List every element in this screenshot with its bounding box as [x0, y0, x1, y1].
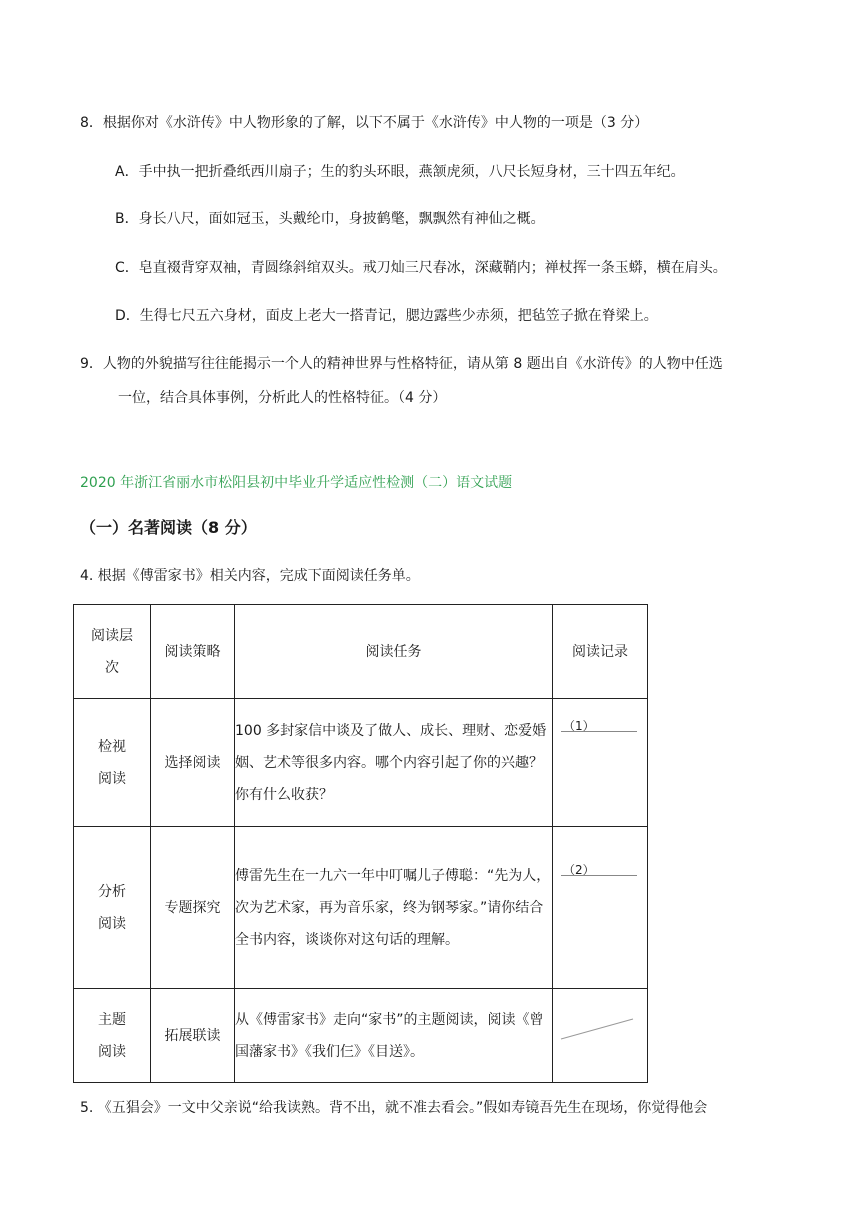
question-9-line-1: 9．人物的外貌描写往往能揭示一个人的精神世界与性格特征，请从第 8 题出自《水浒传》的人物中任选 — [80, 356, 723, 372]
question-5-stem: 5. 《五猖会》一文中父亲说“给我读熟。背不出，就不准去看会。”假如寿镜吾先生在现场，你觉得他会 — [80, 1100, 708, 1116]
question-8-option-c: C．皂直裰背穿双袖，青圆绦斜绾双头。戒刀灿三尺春冰，深藏鞘内；禅杖挥一条玉蟒，横在肩头。 — [115, 260, 727, 276]
row-1-level: 检视阅读 — [74, 699, 151, 827]
row-2-task: 傅雷先生在一九六一年中叮嘱儿子傅聪：“先为人，次为艺术家，再为音乐家，终为钢琴家。”请你结合全书内容，谈谈你对这句话的理解。 — [235, 827, 553, 989]
row-3-record — [553, 989, 648, 1083]
question-9-line-2: 一位，结合具体事例，分析此人的性格特征。（4 分） — [118, 390, 447, 406]
section-title: （一）名著阅读（8 分） — [80, 518, 257, 537]
header-reading-task: 阅读任务 — [235, 605, 553, 699]
question-8-stem: 8．根据你对《水浒传》中人物形象的了解，以下不属于《水浒传》中人物的一项是（3 分） — [80, 115, 649, 131]
exam-title: 2020 年浙江省丽水市松阳县初中毕业升学适应性检测（二）语文试题 — [80, 475, 513, 491]
question-8-option-a: A．手中执一把折叠纸西川扇子；生的豹头环眼，燕颔虎须，八尺长短身材，三十四五年纪。 — [115, 164, 685, 180]
row-2-record — [553, 827, 648, 989]
header-reading-record: 阅读记录 — [553, 605, 648, 699]
reading-task-table — [73, 604, 648, 1083]
row-1-task: 100 多封家信中谈及了做人、成长、理财、恋爱婚姻、艺术等很多内容。哪个内容引起了你的兴趣？你有什么收获？ — [235, 699, 553, 827]
table-row — [74, 827, 648, 989]
row-2-strategy: 专题探究 — [151, 827, 235, 989]
question-4-stem: 4. 根据《傅雷家书》相关内容，完成下面阅读任务单。 — [80, 568, 420, 584]
row-1-record — [553, 699, 648, 827]
row-1-record-label: （1） — [563, 719, 595, 733]
row-2-record-line — [561, 875, 637, 876]
row-2-record-label: （2） — [563, 863, 595, 877]
question-8-option-b: B．身长八尺，面如冠玉，头戴纶巾，身披鹤氅，飘飘然有神仙之概。 — [115, 211, 545, 227]
row-3-task: 从《傅雷家书》走向“家书”的主题阅读，阅读《曾国藩家书》《我们仨》《目送》。 — [235, 989, 553, 1083]
row-3-level: 主题阅读 — [74, 989, 151, 1083]
row-1-strategy: 选择阅读 — [151, 699, 235, 827]
row-1-record-line — [561, 731, 637, 732]
row-3-strategy: 拓展联读 — [151, 989, 235, 1083]
row-2-level: 分析阅读 — [74, 827, 151, 989]
table-row — [74, 989, 648, 1083]
header-reading-level: 阅读层次 — [74, 605, 151, 699]
table-row — [74, 699, 648, 827]
header-reading-strategy: 阅读策略 — [151, 605, 235, 699]
question-8-option-d: D．生得七尺五六身材，面皮上老大一搭青记，腮边露些少赤须，把毡笠子掀在脊梁上。 — [115, 308, 658, 324]
strikeout-line-icon — [553, 989, 648, 1083]
table-header-row — [74, 605, 648, 699]
